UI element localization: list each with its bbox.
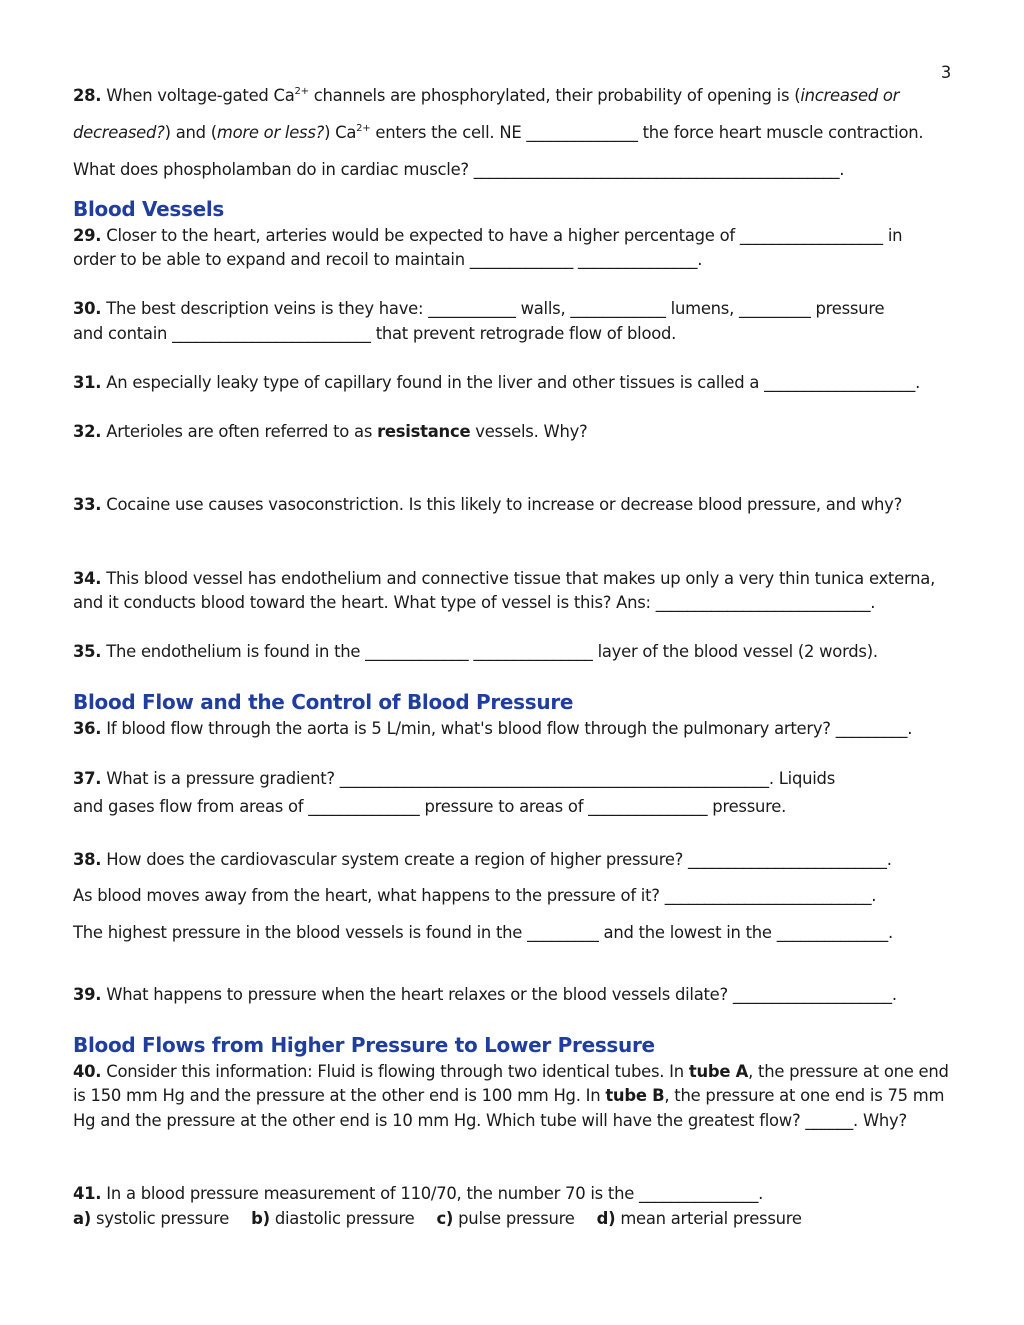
q28-line2: decreased?) and (more or less?) $Ca^{2+}$ enters the cell. NE ______________ the force heart muscle contraction. bbox=[73, 122, 924, 142]
q34-line1: 34. This blood vessel has endothelium and connective tissue that makes up only a very thin tunica externa, bbox=[73, 569, 936, 588]
q30-line2: and contain _________________________ that prevent retrograde flow of blood. bbox=[73, 324, 677, 343]
page-number: 3 bbox=[940, 63, 951, 82]
q29-line2: order to be able to expand and recoil to maintain _____________ _______________. bbox=[73, 250, 703, 269]
option-b: b) diastolic pressure bbox=[251, 1209, 415, 1228]
q28-line1-text: 28. When voltage-gated $Ca^{2+}$ channels are phosphorylated, their probability of opening is (increased or bbox=[73, 85, 900, 105]
section-heading-higher-lower: Blood Flows from Higher Pressure to Lower Pressure bbox=[73, 1033, 655, 1057]
option-c: c) pulse pressure bbox=[436, 1209, 575, 1228]
option-d: d) mean arterial pressure bbox=[596, 1209, 802, 1228]
q41: 41. In a blood pressure measurement of 110/70, the number 70 is the _______________. bbox=[73, 1184, 764, 1203]
q28-line3: What does phospholamban do in cardiac muscle? ______________________________________________. bbox=[73, 160, 845, 179]
q39: 39. What happens to pressure when the heart relaxes or the blood vessels dilate? ____________________. bbox=[73, 985, 897, 1004]
q38-line2: As blood moves away from the heart, what happens to the pressure of it? __________________________. bbox=[73, 886, 877, 905]
q33: 33. Cocaine use causes vasoconstriction. Is this likely to increase or decrease blood pressure, and why? bbox=[73, 495, 903, 514]
q34-line2: and it conducts blood toward the heart. What type of vessel is this? Ans: ___________________________. bbox=[73, 593, 876, 612]
q35: 35. The endothelium is found in the _____________ _______________ layer of the blood vessel (2 words). bbox=[73, 642, 878, 661]
q32: 32. Arterioles are often referred to as resistance vessels. Why? bbox=[73, 422, 588, 441]
q37-line2: and gases flow from areas of ______________ pressure to areas of _______________ pressure. bbox=[73, 797, 787, 816]
q40-line3: Hg and the pressure at the other end is 10 mm Hg. Which tube will have the greatest flow? ______. Why? bbox=[73, 1111, 907, 1130]
q36: 36. If blood flow through the aorta is 5 L/min, what's blood flow through the pulmonary artery? _________. bbox=[73, 719, 913, 738]
q38-line1: 38. How does the cardiovascular system create a region of higher pressure? _________________________. bbox=[73, 850, 892, 869]
q40-line1: 40. Consider this information: Fluid is flowing through two identical tubes. In tube A, the pressure at one end bbox=[73, 1062, 949, 1081]
q29-line1: 29. Closer to the heart, arteries would be expected to have a higher percentage of __________________ in bbox=[73, 226, 903, 245]
q41-options bbox=[73, 1209, 802, 1229]
q30-line1: 30. The best description veins is they have: ___________ walls, ____________ lumens, _________ pressure bbox=[73, 299, 885, 318]
section-heading-flow-control: Blood Flow and the Control of Blood Pressure bbox=[73, 690, 574, 714]
q31: 31. An especially leaky type of capillary found in the liver and other tissues is called a ___________________. bbox=[73, 373, 921, 392]
q37-line1: 37. What is a pressure gradient? ______________________________________________________. Liquids bbox=[73, 769, 835, 788]
section-heading-blood-vessels: Blood Vessels bbox=[73, 197, 225, 221]
option-a: a) systolic pressure bbox=[73, 1209, 230, 1228]
q38-line3: The highest pressure in the blood vessels is found in the _________ and the lowest in the ______________. bbox=[73, 923, 893, 942]
q40-line2: is 150 mm Hg and the pressure at the other end is 100 mm Hg. In tube B, the pressure at one end is 75 mm bbox=[73, 1086, 945, 1105]
